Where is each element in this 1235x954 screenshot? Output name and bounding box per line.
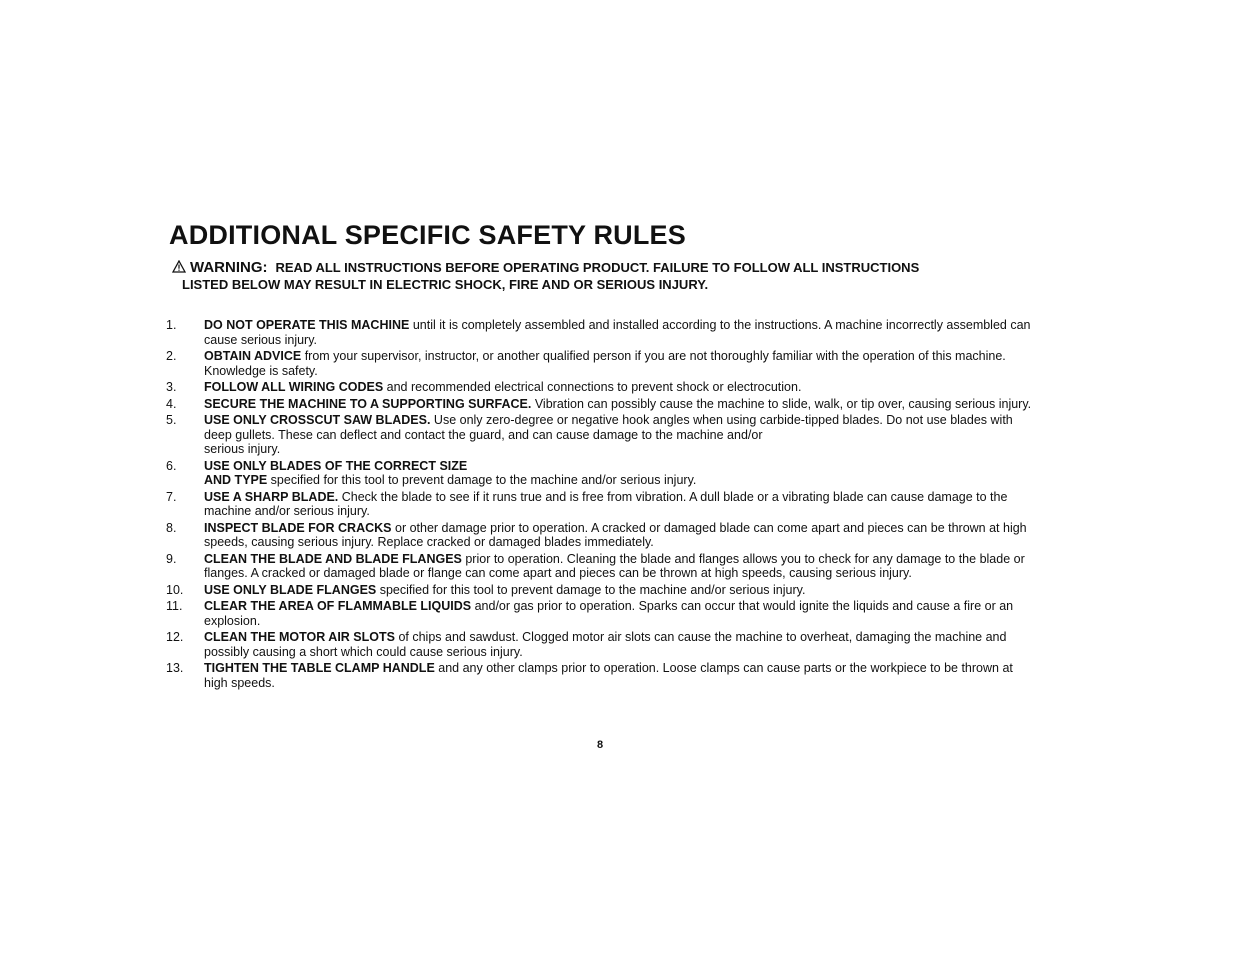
rule-lead: INSPECT BLADE FOR CRACKS	[204, 520, 392, 535]
rule-lead: DO NOT OPERATE THIS MACHINE	[204, 318, 410, 332]
rule-extra: specified for this tool to prevent damage to the machine and/or serious injury.	[267, 473, 697, 487]
rule-text: or other damage prior to operation. A cracked or damaged blade can come apart and pieces can be thrown at high	[391, 520, 1027, 535]
warning-triangle-icon	[172, 260, 186, 273]
rule-8	[166, 521, 1032, 550]
rule-text: prior to operation. Cleaning the blade and flanges allows you to check for any damage to the blade or flanges. A cracked or damaged blade or flange can come apart and pieces can be thrown at high speeds, causing serious injury.	[204, 551, 1025, 580]
rule-extra-line	[204, 473, 1032, 488]
rule-text: until it is completely assembled and installed according to the instructions. A machine incorrectly assembled can cause serious injury.	[204, 318, 1031, 347]
rule-1	[166, 318, 1032, 347]
rule-text: and any other clamps prior to operation. Loose clamps can cause parts or the workpiece to be thrown at high speeds.	[204, 661, 1013, 690]
page-title: ADDITIONAL SPECIFIC SAFETY RULES	[169, 220, 686, 250]
rule-number: 5.	[166, 413, 177, 427]
rule-number: 9.	[166, 551, 177, 566]
rule-lead: SECURE THE MACHINE TO A SUPPORTING SURFACE.	[204, 396, 532, 411]
rule-number: 3.	[166, 380, 177, 394]
rule-number: 6.	[166, 458, 177, 473]
rule-number: 10.	[166, 582, 184, 597]
rule-extra: speeds, causing serious injury. Replace cracked or damaged blades immediately.	[204, 535, 654, 549]
rule-lead: CLEAR THE AREA OF FLAMMABLE LIQUIDS	[204, 599, 472, 613]
rule-text: specified for this tool to prevent damage to the machine and/or serious injury.	[376, 582, 806, 597]
rule-lead: USE A SHARP BLADE.	[204, 489, 339, 504]
rule-number: 13.	[166, 661, 184, 675]
rule-number: 11.	[166, 599, 183, 613]
rule-number: 7.	[166, 489, 177, 504]
rule-7	[166, 490, 1032, 519]
warning-line-1: READ ALL INSTRUCTIONS BEFORE OPERATING PRODUCT. FAILURE TO FOLLOW ALL INSTRUCTIONS	[275, 260, 920, 275]
rule-13	[166, 661, 1032, 690]
rule-lead: CLEAN THE MOTOR AIR SLOTS	[204, 630, 395, 644]
page-number: 8	[596, 739, 604, 751]
rule-extra-lead: AND TYPE	[204, 473, 268, 487]
rule-number: 2.	[166, 349, 177, 363]
rule-lead: USE ONLY BLADE FLANGES	[204, 582, 377, 597]
rule-text: of chips and sawdust. Clogged motor air slots can cause the machine to overheat, damaging the machine and possibly causing a short which could cause serious injury.	[204, 630, 1007, 659]
rule-4	[166, 397, 1032, 412]
rule-2	[166, 349, 1032, 378]
rule-text: and/or gas prior to operation. Sparks can occur that would ignite the liquids and cause a fire or an explosion.	[204, 599, 1014, 628]
rule-lead: TIGHTEN THE TABLE CLAMP HANDLE	[204, 661, 435, 675]
rule-5	[166, 413, 1032, 457]
rule-text: Use only zero-degree or negative hook angles when using carbide-tipped blades. Do not use blades with deep gullets. These can deflect and contact the guard, and can cause damage to the machine and/or	[204, 413, 1013, 442]
rule-text: Check the blade to see if it runs true and is free from vibration. A dull blade or a vibrating blade can cause damage to the machine and/or serious injury.	[204, 489, 1008, 518]
safety-rules-list	[166, 318, 1032, 692]
rule-3	[166, 380, 1032, 395]
rule-text: Vibration can possibly cause the machine to slide, walk, or tip over, causing serious injury.	[531, 396, 1032, 411]
rule-9	[166, 552, 1032, 581]
rule-lead: FOLLOW ALL WIRING CODES	[204, 380, 384, 394]
rule-number: 4.	[166, 396, 177, 411]
warning-line-2: LISTED BELOW MAY RESULT IN ELECTRIC SHOCK, FIRE AND OR SERIOUS INJURY.	[182, 277, 709, 292]
rule-12	[166, 630, 1032, 659]
rule-lead: CLEAN THE BLADE AND BLADE FLANGES	[204, 551, 462, 566]
warning-label: WARNING:	[190, 259, 268, 276]
rule-text: and recommended electrical connections to prevent shock or electrocution.	[383, 380, 802, 394]
warning-block	[172, 259, 1012, 293]
rule-lead: OBTAIN ADVICE	[204, 349, 302, 363]
rule-number: 8.	[166, 520, 177, 535]
rule-10	[166, 583, 1032, 598]
rule-number: 12.	[166, 630, 184, 644]
rule-lead: USE ONLY BLADES OF THE CORRECT SIZE	[204, 458, 468, 473]
rule-extra: serious injury.	[204, 442, 281, 456]
rule-lead: USE ONLY CROSSCUT SAW BLADES.	[204, 413, 431, 427]
rule-6	[166, 459, 1032, 488]
rule-text: from your supervisor, instructor, or another qualified person if you are not thoroughly familiar with the operation of this machine. Knowledge is safety.	[204, 349, 1006, 378]
rule-number: 1.	[166, 318, 177, 332]
rule-11	[166, 599, 1032, 628]
